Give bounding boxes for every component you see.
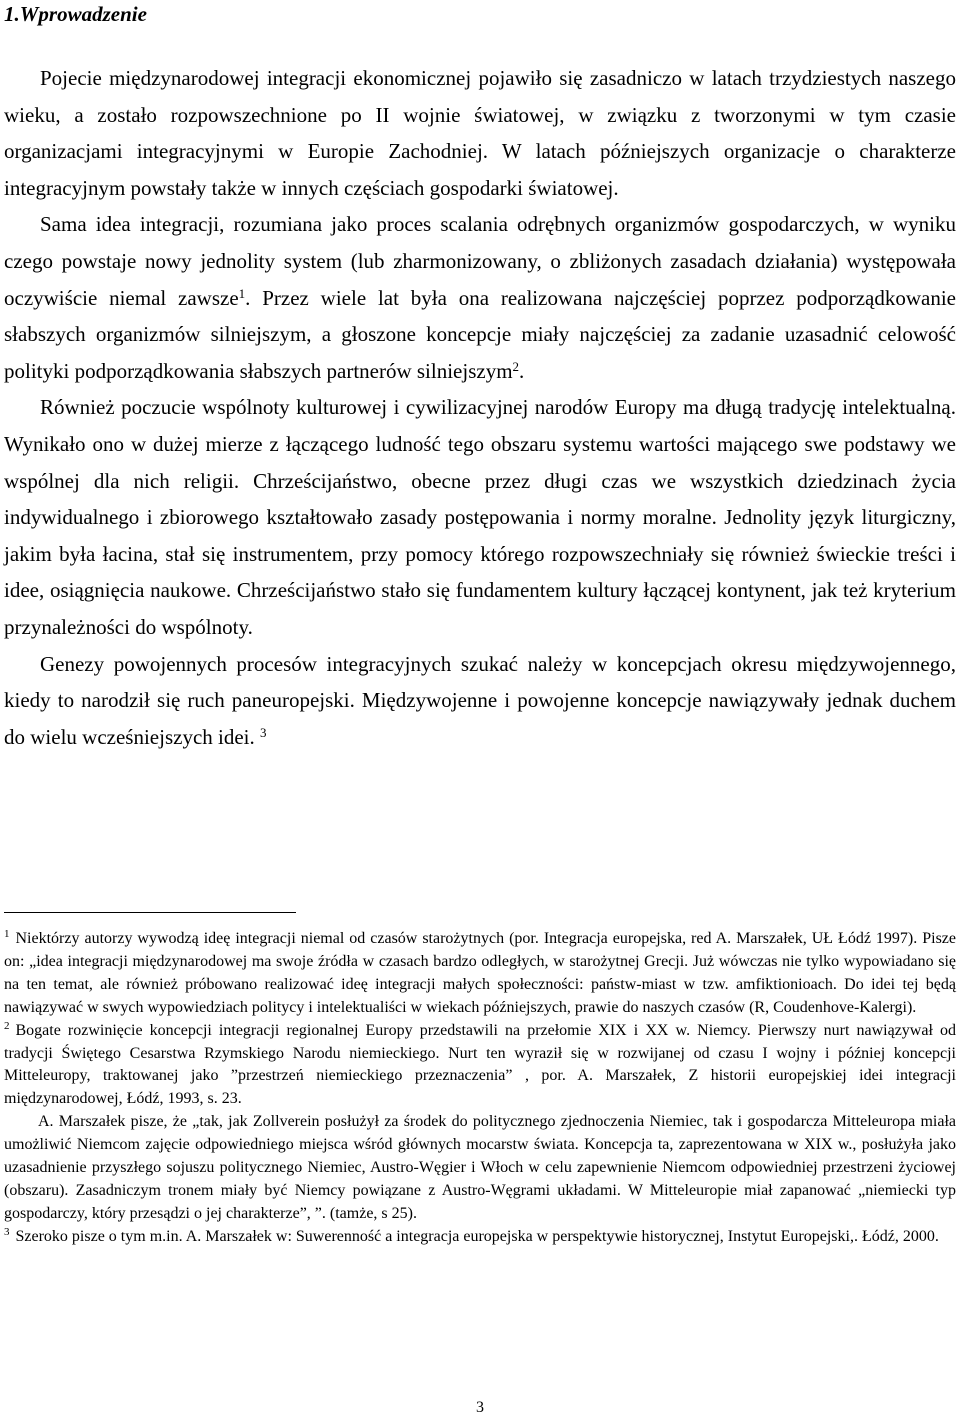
- footnote-2-continuation: A. Marszałek pisze, że „tak, jak Zollverein posłużył za środek do politycznego zjednoczenia Niemiec, tak i gospodarcza Mitteleuropa miała umożliwić Niemcom zajęcie odpowiedniego miejsca wśród głównych mocarstw świata. Koncepcja ta, zaprezentowana w XIX w., posłużyła jako uzasadnienie przyszłego sojuszu politycznego Niemiec, Austro-Węgier i Włoch w celu zapewnienie Niemcom odpowiedniej przestrzeni życiowej (obszaru). Zasadniczym tronem miały być Niemcy powiązane z Austro-Węgrami układami. W Mitteleuropie miał zapanować „niemiecki typ gospodarczy, który przesądzi o jej charakterze”, ”. (tamże, s 25).: [4, 1113, 956, 1222]
- footnote-1: [4, 928, 956, 1020]
- footnote-ref-1[interactable]: 1: [238, 285, 246, 301]
- main-text: [4, 60, 956, 755]
- footnote-ref-3[interactable]: 3: [260, 724, 267, 740]
- paragraph-2-part-1: Sama idea integracji, rozumiana jako proces scalania odrębnych organizmów gospodarczych, w wyniku czego powstaje nowy jednolity system (lub zharmonizowany, o zbliżonych zasadach działania) występowała oczywiście niemal zawsze: [4, 212, 956, 310]
- paragraph-2-part-2: . Przez wiele lat była ona realizowana najczęściej poprzez podporządkowanie słabszych organizmów silniejszym, a głoszone koncepcje miały najczęściej za zadanie uzasadnić celowość polityki podporządkowania słabszych partnerów silniejszym: [4, 285, 956, 383]
- paragraph-1: Pojecie międzynarodowej integracji ekonomicznej pojawiło się zasadniczo w latach trzydziestych naszego wieku, a zostało rozpowszechnione po II wojnie światowej, w związku z tworzonymi w tym czasie organizacjami integracyjnymi w Europie Zachodniej. W latach późniejszych organizacje o charakterze integracyjnym powstały także w innych częściach gospodarki światowej.: [4, 66, 956, 200]
- footnote-2-number: 2: [4, 1019, 10, 1032]
- footnote-3-text: Szeroko pisze o tym m.in. A. Marszałek w: Suwerenność a integracja europejska w perspektywie historycznej, Instytut Europejski,. Łódź, 2000.: [15, 1227, 939, 1245]
- paragraph-2: [4, 206, 956, 389]
- footnote-3: [4, 1226, 956, 1249]
- footnote-1-number: 1: [4, 928, 10, 940]
- paragraph-4-text: Genezy powojennych procesów integracyjnych szukać należy w koncepcjach okresu międzywojennego, kiedy to narodził się ruch paneuropejski. Międzywojenne i powojenne koncepcje nawiązywały jednak duchem do wielu wcześniejszych idei.: [4, 651, 956, 749]
- paragraph-3: Również poczucie wspólnoty kulturowej i cywilizacyjnej narodów Europy ma długą tradycję intelektualną. Wynikało ono w dużej mierze z łączącego ludność tego obszaru systemu wartości mającego swe podstawy we wspólnej dla nich religii. Chrześcijaństwo, obecne przez długi czas we wszystkich dziedzinach życia indywidualnego i zbiorowego kształtowało zasady postępowania i normy moralne. Jednolity język liturgiczny, jakim była łacina, stał się instrumentem, przy pomocy którego rozpowszechniały się również świeckie treści i idee, osiągnięcia naukowe. Chrześcijaństwo stało się fundamentem kultury łączącej kontynent, jak też kryterium przynależności do wspólnoty.: [4, 395, 956, 639]
- footnote-1-text: Niektórzy autorzy wywodzą ideę integracji niemal od czasów starożytnych (por. Integracja europejska, red A. Marszałek, UŁ Łódź 1997). Pisze on: „idea integracji międzynarodowej ma swoje źródła w czasach bardzo odległych, w starożytnej Grecji. Już wówczas nie tylko wypowiadano się na ten temat, ale również próbowano realizować ideę integracji małych społeczności: państw-miast w tzw. amfiktionioach. Do idei tej będą nawiązywać w swych wypowiedziach politycy i intelektualiści w wiekach późniejszych, prawie do naszych czasów (R, Coudenhove-Kalergi).: [4, 930, 956, 1016]
- footnote-ref-2[interactable]: 2: [512, 358, 520, 374]
- page-number: 3: [476, 1399, 484, 1416]
- footnote-2: [4, 1020, 956, 1112]
- paragraph-2-part-3: .: [519, 358, 525, 383]
- footnote-separator: [4, 912, 296, 913]
- footnote-3-number: 3: [4, 1225, 10, 1238]
- chapter-heading: 1.Wprowadzenie: [4, 2, 147, 26]
- paragraph-4: [4, 646, 956, 756]
- footnotes: [4, 928, 956, 1249]
- footnote-2-text: Bogate rozwinięcie koncepcji integracji regionalnej Europy przedstawili na przełomie XIX i XX w. Niemcy. Pierwszy nurt nawiązywał od tradycji Świętego Cesarstwa Rzymskiego Narodu niemieckiego. Nurt ten wyraził się w rozwijanej od czasu I wojny i później koncepcji Mitteleuropy, traktowanej jako ”przestrzeń niemieckiego przeznaczenia” , por. A. Marszałek, Z historii europejskiej idei integracji międzynarodowej, Łódź, 1993, s. 23.: [4, 1021, 956, 1108]
